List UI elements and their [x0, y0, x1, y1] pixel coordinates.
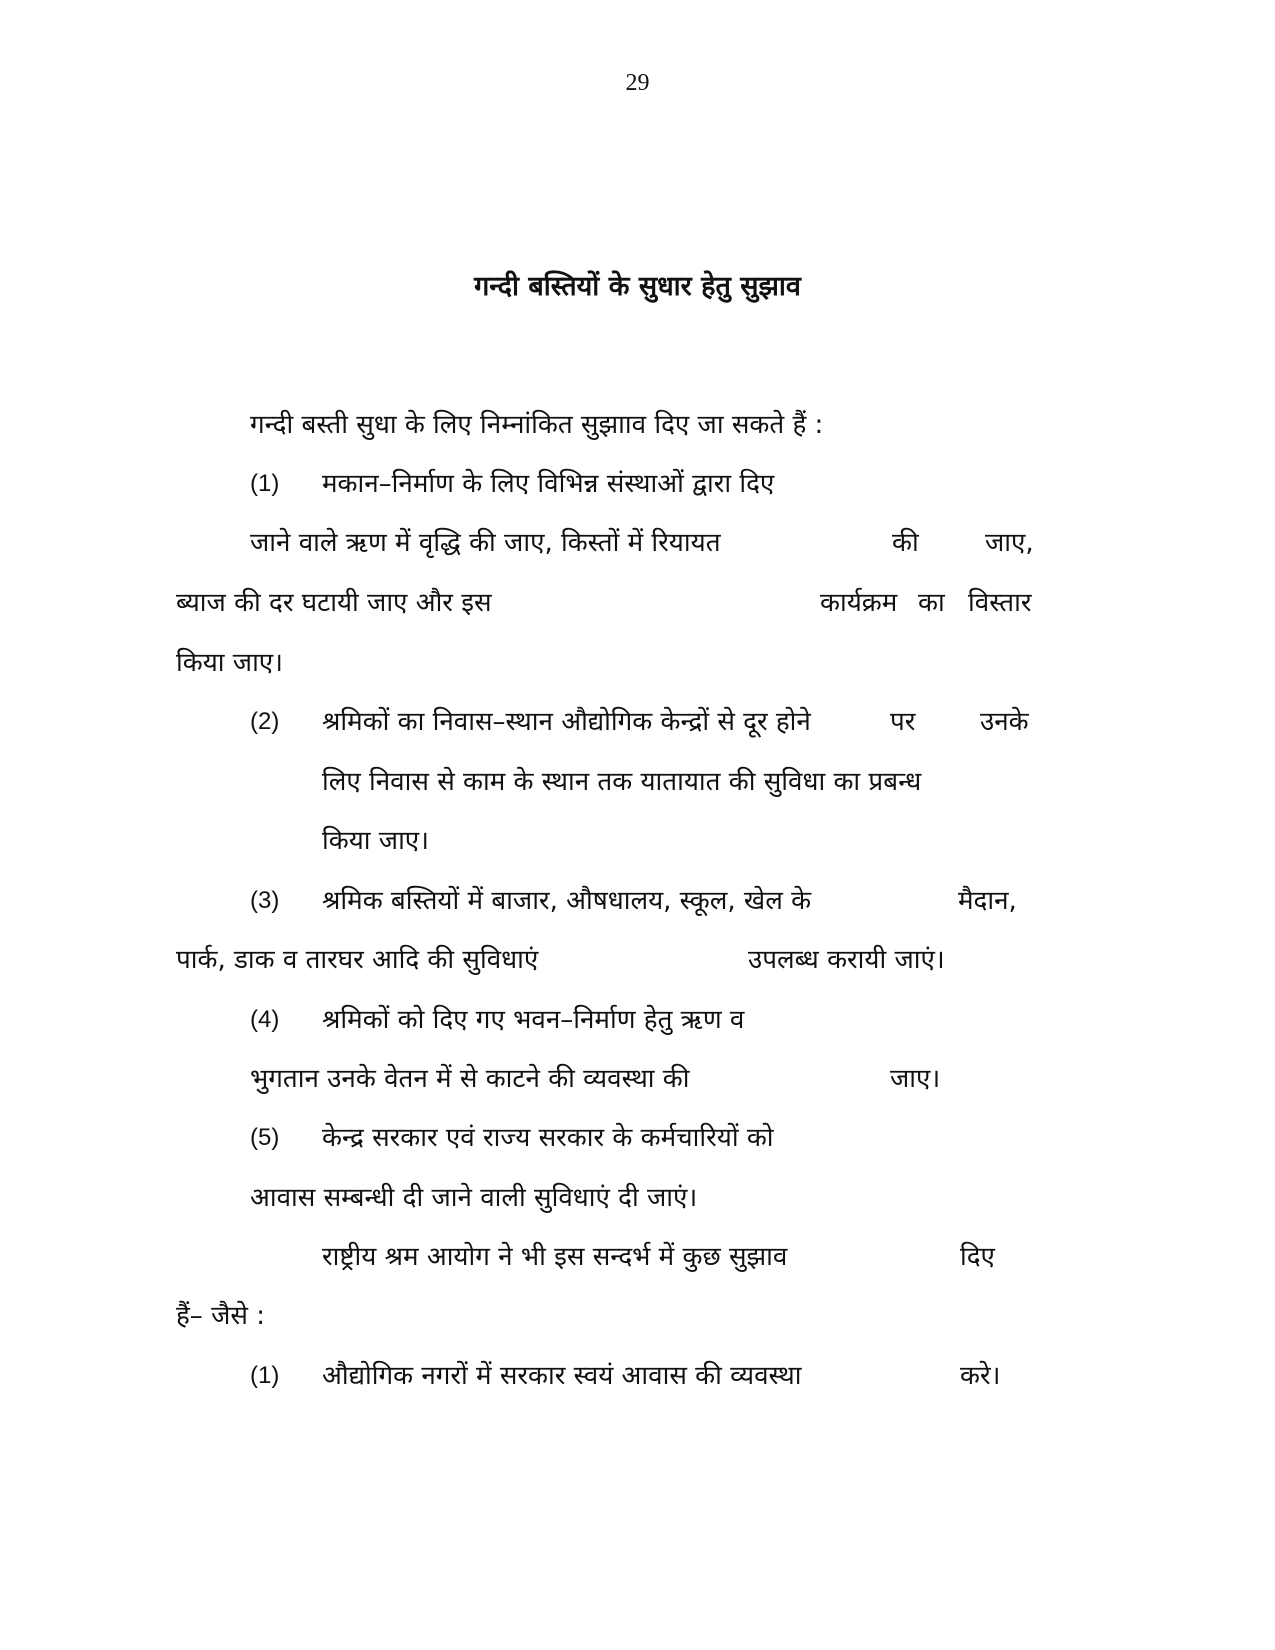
item-4-line-2a: भुगतान उनके वेतन में से काटने की व्यवस्था की: [250, 1064, 690, 1094]
item-5-line-2: आवास सम्बन्धी दी जाने वाली सुविधाएं दी जाएं।: [250, 1183, 698, 1213]
item-1-line-3c: का: [918, 588, 945, 618]
item-2-line-2: लिए निवास से काम के स्थान तक यातायात की सुविधा का प्रबन्ध: [322, 767, 922, 797]
item-2-line-1c: उनके: [980, 707, 1029, 737]
item-1-line-4: किया जाए।: [176, 648, 284, 678]
item-1-line-3d: विस्तार: [968, 588, 1032, 618]
sub-item-1-line-1b: करे।: [960, 1361, 1001, 1391]
item-5-number: (5): [250, 1124, 280, 1151]
commission-line-2: हैं– जैसे :: [176, 1301, 265, 1331]
item-3-number: (3): [250, 887, 280, 914]
item-2-line-1b: पर: [890, 707, 916, 737]
item-2-number: (2): [250, 708, 280, 735]
item-5-line-1: केन्द्र सरकार एवं राज्य सरकार के कर्मचारियों को: [322, 1123, 774, 1153]
item-1-line-2b: की: [892, 528, 919, 558]
page-number: 29: [625, 70, 650, 96]
item-3-line-2b: उपलब्ध करायी जाएं।: [748, 945, 945, 975]
item-4-line-2b: जाए।: [890, 1064, 941, 1094]
item-1-line-1: मकान–निर्माण के लिए विभिन्न संस्थाओं द्वारा दिए: [322, 469, 775, 499]
item-3-line-1b: मैदान,: [958, 886, 1017, 916]
item-1-number: (1): [250, 470, 280, 497]
item-3-line-2a: पार्क, डाक व तारघर आदि की सुविधाएं: [176, 945, 539, 975]
sub-item-1-number: (1): [250, 1362, 280, 1389]
item-2-line-1a: श्रमिकों का निवास–स्थान औद्योगिक केन्द्रों से दूर होने: [322, 707, 811, 737]
item-3-line-1a: श्रमिक बस्तियों में बाजार, औषधालय, स्कूल, खेल के: [322, 886, 812, 916]
item-1-line-3b: कार्यक्रम: [820, 588, 898, 618]
item-4-number: (4): [250, 1006, 280, 1033]
item-1-line-3a: ब्याज की दर घटायी जाए और इस: [176, 588, 492, 618]
intro-paragraph: गन्दी बस्ती सुधा के लिए निम्नांकित सुझााव दिए जा सकते हैं :: [250, 410, 824, 440]
item-4-line-1: श्रमिकों को दिए गए भवन–निर्माण हेतु ऋण व: [322, 1005, 745, 1035]
item-2-line-3: किया जाए।: [322, 826, 430, 856]
sub-item-1-line-1a: औद्योगिक नगरों में सरकार स्वयं आवास की व्यवस्था: [322, 1361, 802, 1391]
item-1-line-2a: जाने वाले ऋण में वृद्धि की जाए, किस्तों में रियायत: [250, 528, 721, 558]
section-title: गन्दी बस्तियों के सुधार हेतु सुझाव: [474, 271, 801, 302]
commission-line-1a: राष्ट्रीय श्रम आयोग ने भी इस सन्दर्भ में कुछ सुझाव: [322, 1242, 788, 1272]
item-1-line-2c: जाए,: [985, 528, 1034, 558]
commission-line-1b: दिए: [960, 1242, 995, 1272]
